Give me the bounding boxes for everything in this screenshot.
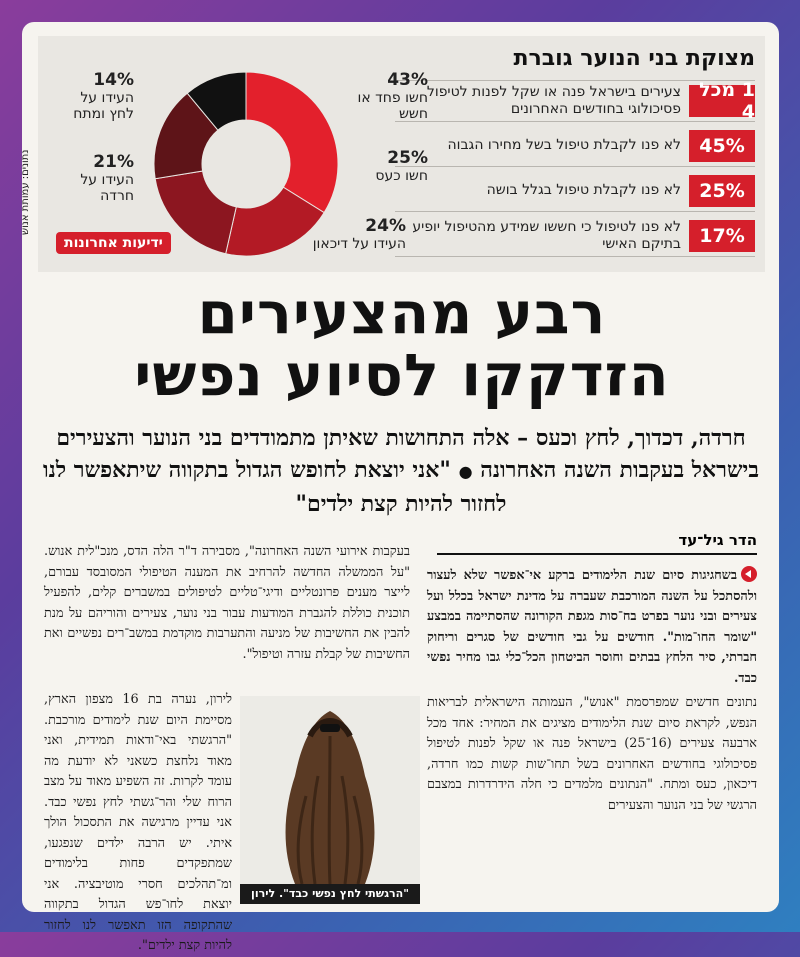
article-lead: בשחגיגות סיום שנת הלימודים ברקע אי־אפשר שלא לעצור ולהסתכל על השנה המורכבת שעברה על מדינת ישראל בכלל ועל צעירים ובני נוער בפרט בח־סות מגפת הקורונה שהסתיימה במבצע "שומר החו־מות". חודשים על גבי חודשים של סגרים וריחוק חברתי, סיר הלחץ בבתים וחוסר הביטחון הכל־כלי גבו מחיר נפשי כבד. [427,568,757,686]
data-credit: נתונים: עמותת אנוש [20,149,31,235]
article-paragraph [427,566,757,689]
stat-row [395,80,755,122]
stat-text: לא פנו לקבלת טיפול בשל מחירו הגבוה [447,137,681,153]
play-arrow-icon [741,566,757,582]
donut-label-depression [266,216,406,252]
donut-label-pct: 21% [93,152,134,172]
stat-row [395,125,755,167]
photo-illustration [240,696,420,884]
donut-label-anxiety [54,152,134,204]
donut-label-stress [54,70,134,122]
subhead-part-1: חרדה, דכדוך, לחץ וכעס – אלה התחושות שאיתן מתמודדים בני הנוער והצעירים בישראל בעקבות השנה האחרונה [56,425,759,483]
donut-label-pct: 14% [93,70,134,90]
stat-badge: 1 מכל 4 [689,85,755,117]
donut-label-fear [338,70,428,122]
stat-rows [395,80,755,260]
headline [42,279,762,409]
donut-label-text: העידו על לחץ ומתח [73,90,134,122]
newspaper-page [20,22,779,953]
photo-caption: "הרגשתי לחץ נפשי כבד". לירון [240,884,420,904]
article-paragraph: נתונים חדשים שמפרסמת "אנוש", העמותה הישראלית לבריאות הנפש, לקראת סיום שנת הלימודים מציגים את המחיר: אחד מכל ארבעה צעירים (16־25) בישראל פנה או שקל לפנות לטיפול פסיכולוגי בחודשים האחרונים בשל תחו־שות קשות כמו חרדה, דיכאון, כעס ומתח. "הנתונים מלמדים כי חלה הידרדרות במצבם הרגשי של בני הנוער והצעירים [427,695,757,813]
donut-label-pct: 24% [365,216,406,236]
donut-label-anger [338,148,428,184]
article-column-left-bottom: לירון, נערה בת 16 מצפון הארץ, מסיימת היום שנת לימודים מורכבת. "הרגשתי באי־ודאות תמידית, ואני מאוד נלחצת כשאני לא יודעת מה עומד לקרות. זה השפיע מאוד על מצב הרוח שלי והר־גשתי לחץ נפשי כבד. אני עדיין מרגישה את התסכול הולך איתי. יש הרבה ילדים שנפגעו, שמתפקדים פחות בלימודים ומ־תהלכים חסרי מוטיבציה. אני יוצאת לחו־פש הגדול בתקווה שהתקופה הזו תאפשר לנו לחזור להיות קצת ילדים". [44,692,232,953]
headline-line-2: הזדקקו לסיוע נפשי [134,341,670,409]
byline: הדר גיל־עד [437,531,757,555]
article-column-left-top: בעקבות אירועי השנה האחרונה", מסבירה ד"ר הלה הדס, מנכ"לית אנוש. "על הממשלה החדשה להרחיב את המענה הטיפולי המסובסד עבורם, לייצר מענים פרונטליים ודיגי־טליים לטיפולים במשברים קלים, להפעיל תוכנית כוללת להגברת המודעות עבור בני נוער, צעירים והוריהם על מנת להבין את החשיבות של מניעה והתערבות מוקדמת במשב־רים נפשיים ואת החשיבות של קבלת עזרה וטיפול". [44,544,410,662]
stat-text: צעירים בישראל פנה או שקל לפנות לטיפול פסיכולוגי בחודשים האחרונים [426,84,681,117]
subheadline [36,422,766,520]
headline-line-1: רבע מהצעירים [197,279,607,347]
stat-badge: 25% [689,175,755,207]
stat-badge: 17% [689,220,755,252]
stat-row [395,215,755,257]
donut-label-pct: 25% [387,148,428,168]
subhead-part-2: "אני יוצאת לחופש הגדול בתקווה שיתאפשר לנו לחזור להיות קצת ילדים" [43,457,507,517]
stat-text: לא פנו לטיפול כי חששו שמידע מהטיפול יופיע בתיקם האישי [412,218,681,252]
infographic-box [38,36,765,272]
portrait-photo [240,696,420,884]
donut-label-text: העידו על דיכאון [312,236,406,252]
newspaper-logo: ידיעות אחרונות [56,232,171,254]
donut-label-pct: 43% [387,70,428,90]
donut-label-text: חשו פחד או חשש [357,90,428,122]
donut-slice-0 [246,72,338,213]
article-column-right [427,566,757,816]
stat-text: לא פנו לקבלת טיפול בגלל בושה [486,182,681,198]
infographic-title: מצוקת בני הנוער גוברת [513,46,755,71]
donut-label-text: חשו כעס [375,168,428,184]
stat-row [395,170,755,212]
stat-badge: 45% [689,130,755,162]
bullet-icon: ● [458,462,473,481]
donut-label-text: העידו על חרדה [80,172,134,204]
